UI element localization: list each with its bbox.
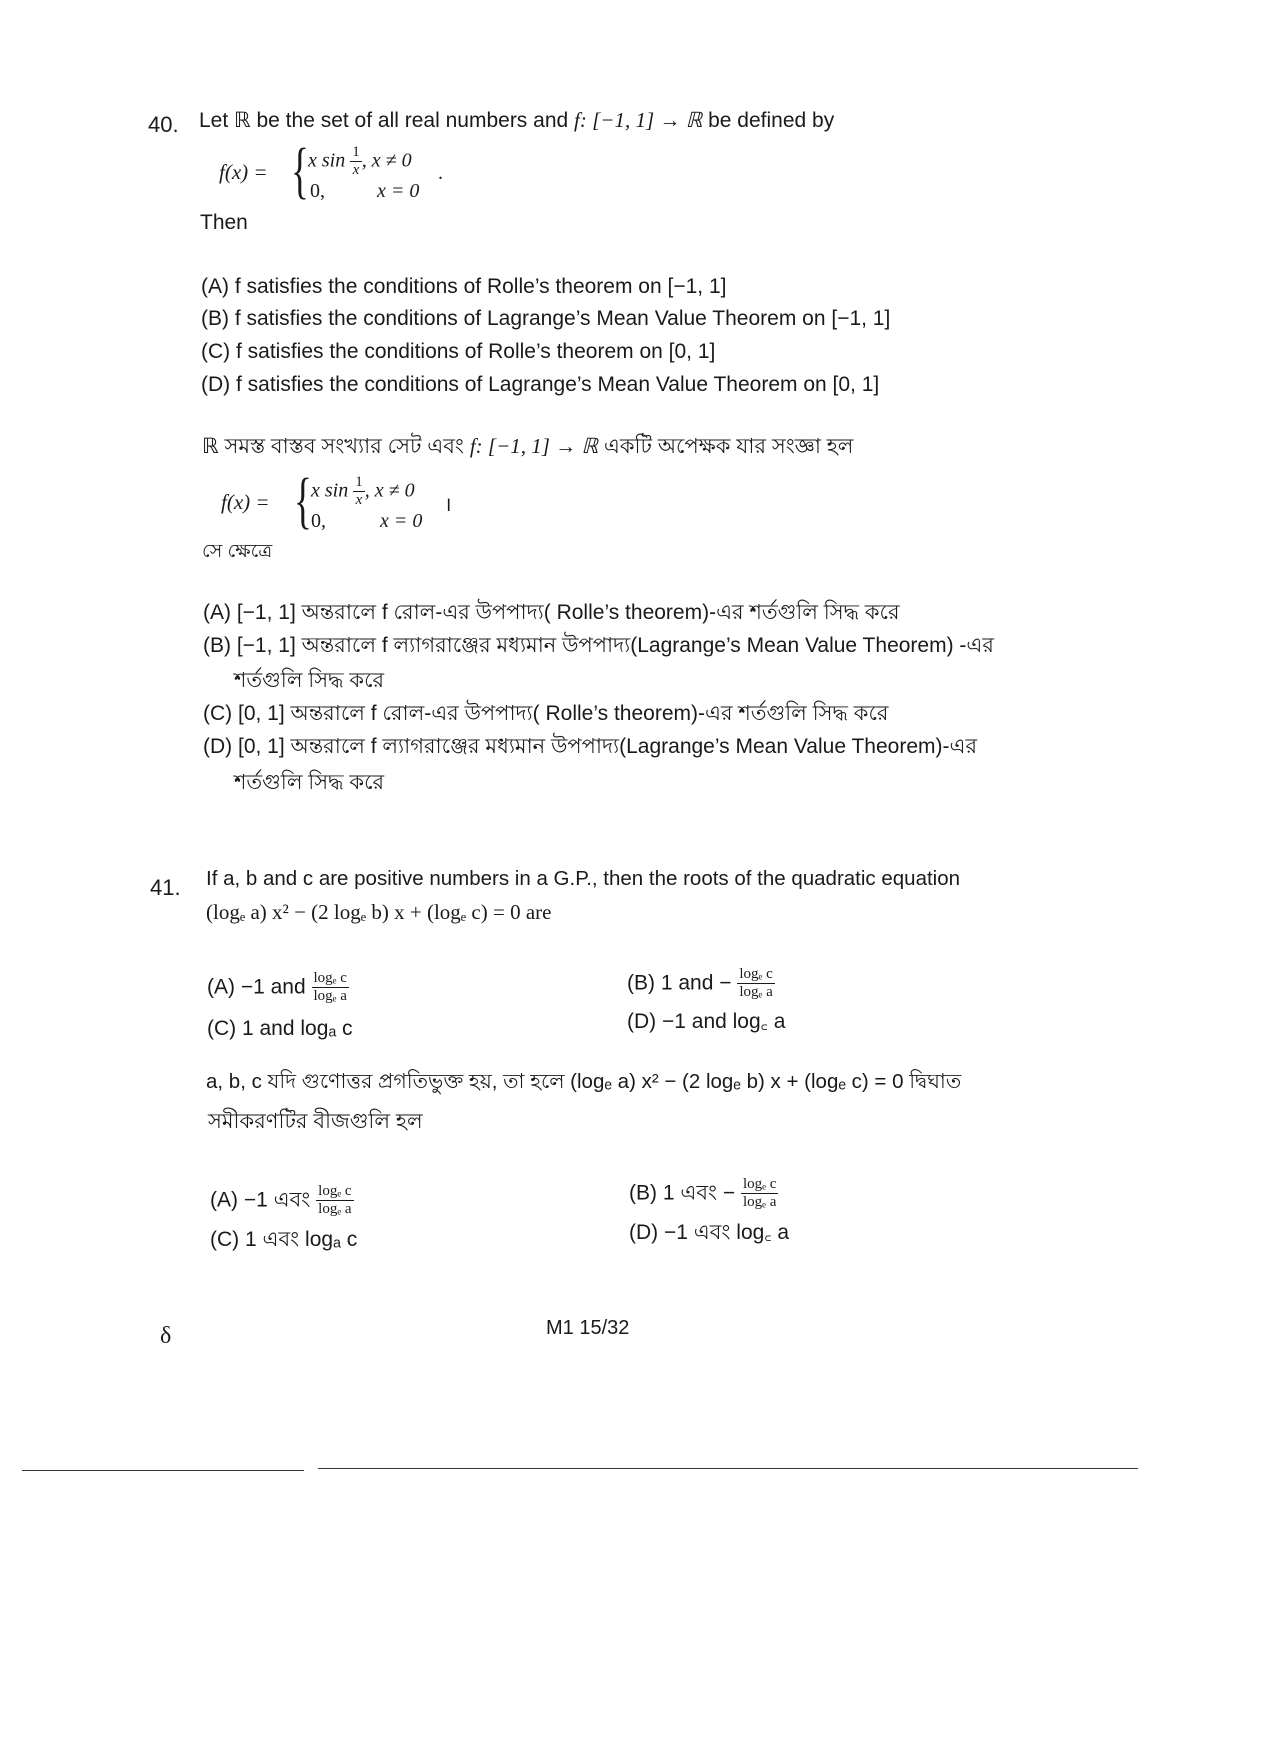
case1-fraction-bn	[353, 474, 365, 510]
piecewise-brace-bn: {	[294, 467, 312, 535]
option-b-bn-cont: শর্তগুলি সিদ্ধ করে	[234, 669, 385, 692]
stem-en-post: be defined by	[702, 109, 835, 132]
question-41-stem-bn-line2: সমীকরণটির বীজগুলি হল	[208, 1110, 423, 1133]
option-c-41-bn: (C) 1 এবং logₐ c	[210, 1228, 358, 1251]
stem-bn-map: f: [−1, 1] → ℝ	[469, 434, 599, 458]
option-b-41-en	[627, 966, 775, 1002]
fx-label-en: f(x) =	[219, 160, 268, 184]
frac-num: logₑ c	[312, 970, 349, 988]
piecewise-case2-expr-en: 0,	[310, 180, 325, 202]
question-41-stem-en-line1: If a, b and c are positive numbers in a G.P., then the roots of the quadratic equation	[206, 867, 961, 890]
case1-frac-num: 1	[350, 144, 362, 162]
option-c-41-en: (C) 1 and logₐ c	[207, 1017, 353, 1040]
frac-den: logₑ a	[313, 988, 347, 1005]
then-bn: সে ক্ষেত্রে	[202, 541, 273, 562]
option-a-41-bn	[210, 1183, 354, 1219]
option-d-bn-cont: শর্তগুলি সিদ্ধ করে	[234, 771, 385, 794]
frac-num: logₑ c	[737, 966, 774, 984]
frac-den: logₑ a	[743, 1194, 777, 1211]
frac-den: logₑ a	[318, 1201, 352, 1218]
case1-frac-den-bn: x	[355, 492, 363, 509]
fx-label-bn: f(x) =	[221, 490, 270, 514]
question-40-stem-en	[199, 110, 834, 131]
stem-en-map: f: [−1, 1] → ℝ	[574, 108, 703, 132]
option-c-bn: (C) [0, 1] অন্তরালে f রোল-এর উপপাদ্য( Rolle’s theorem)-এর শর্তগুলি সিদ্ধ করে	[203, 702, 889, 725]
option-a-en: (A) f satisfies the conditions of Rolle’s theorem on [−1, 1]	[201, 275, 727, 298]
option-d-41-en: (D) −1 and log꜀ a	[627, 1010, 786, 1033]
piecewise-brace-en: {	[291, 137, 309, 205]
opt-b-41-en-fraction	[737, 966, 774, 1002]
question-number-40: 40.	[148, 112, 179, 137]
page-code: M1 15/32	[546, 1317, 630, 1339]
case1-cond: , x ≠ 0	[361, 149, 412, 172]
opt-b-41-bn-fraction	[741, 1176, 778, 1212]
case1-frac-den: x	[352, 162, 360, 179]
case1-expr: x sin	[308, 149, 346, 172]
frac-num: logₑ c	[316, 1183, 353, 1201]
stem-bn-pre: ℝ সমস্ত বাস্তব সংখ্যার সেট এবং	[202, 435, 470, 458]
piecewise-end-mark-bn: ।	[444, 494, 452, 516]
opt-b-41-en-text: (B) 1 and −	[627, 971, 732, 995]
page-mark: δ	[160, 1323, 172, 1349]
option-d-41-bn: (D) −1 এবং log꜀ a	[629, 1221, 790, 1244]
opt-a-41-en-fraction	[312, 970, 349, 1006]
option-c-en: (C) f satisfies the conditions of Rolle’s theorem on [0, 1]	[201, 340, 716, 363]
piecewise-case2-expr-bn: 0,	[311, 510, 326, 532]
option-b-41-bn	[629, 1176, 778, 1212]
then-en: Then	[200, 211, 248, 234]
option-a-41-en	[207, 970, 349, 1006]
stem-bn-post: একটি অপেক্ষক যার সংজ্ঞা হল	[598, 435, 854, 458]
bottom-rule-left	[22, 1470, 304, 1471]
opt-a-41-bn-fraction	[316, 1183, 353, 1219]
piecewise-end-mark-en: .	[438, 162, 443, 184]
piecewise-case1-en	[308, 144, 412, 180]
question-41-stem-bn-line1: a, b, c যদি গুণোত্তর প্রগতিভুক্ত হয়, তা হলে (logₑ a) x² − (2 logₑ b) x + (logₑ c) = 0 দ্বিঘাত	[206, 1070, 962, 1093]
option-b-en: (B) f satisfies the conditions of Lagrange’s Mean Value Theorem on [−1, 1]	[201, 307, 891, 330]
case1-frac-num-bn: 1	[353, 474, 365, 492]
frac-num: logₑ c	[741, 1176, 778, 1194]
option-d-en: (D) f satisfies the conditions of Lagrange’s Mean Value Theorem on [0, 1]	[201, 373, 880, 396]
opt-a-41-bn-text: (A) −1 এবং	[210, 1188, 311, 1212]
piecewise-case2-cond-bn: x = 0	[380, 510, 423, 532]
piecewise-case2-cond-en: x = 0	[377, 180, 420, 202]
case1-cond-bn: , x ≠ 0	[364, 479, 415, 502]
opt-b-41-bn-text: (B) 1 এবং −	[629, 1181, 736, 1205]
piecewise-case1-bn	[311, 474, 415, 510]
bottom-rule-right	[318, 1468, 1138, 1469]
case1-expr-bn: x sin	[311, 479, 349, 502]
question-number-41: 41.	[150, 875, 181, 900]
frac-den: logₑ a	[739, 984, 773, 1001]
question-41-stem-en-line2: (logₑ a) x² − (2 logₑ b) x + (logₑ c) = 0 are	[206, 900, 552, 924]
question-40-stem-bn	[202, 436, 853, 457]
option-a-bn: (A) [−1, 1] অন্তরালে f রোল-এর উপপাদ্য( Rolle’s theorem)-এর শর্তগুলি সিদ্ধ করে	[203, 601, 900, 624]
option-b-bn: (B) [−1, 1] অন্তরালে f ল্যাগরাঞ্জের মধ্যমান উপপাদ্য(Lagrange’s Mean Value Theorem) -এর	[203, 634, 994, 657]
opt-a-41-en-text: (A) −1 and	[207, 975, 306, 999]
option-d-bn: (D) [0, 1] অন্তরালে f ল্যাগরাঞ্জের মধ্যমান উপপাদ্য(Lagrange’s Mean Value Theorem)-এর	[203, 735, 978, 758]
stem-en-pre: Let ℝ be the set of all real numbers and	[199, 109, 575, 132]
case1-fraction	[350, 144, 362, 180]
